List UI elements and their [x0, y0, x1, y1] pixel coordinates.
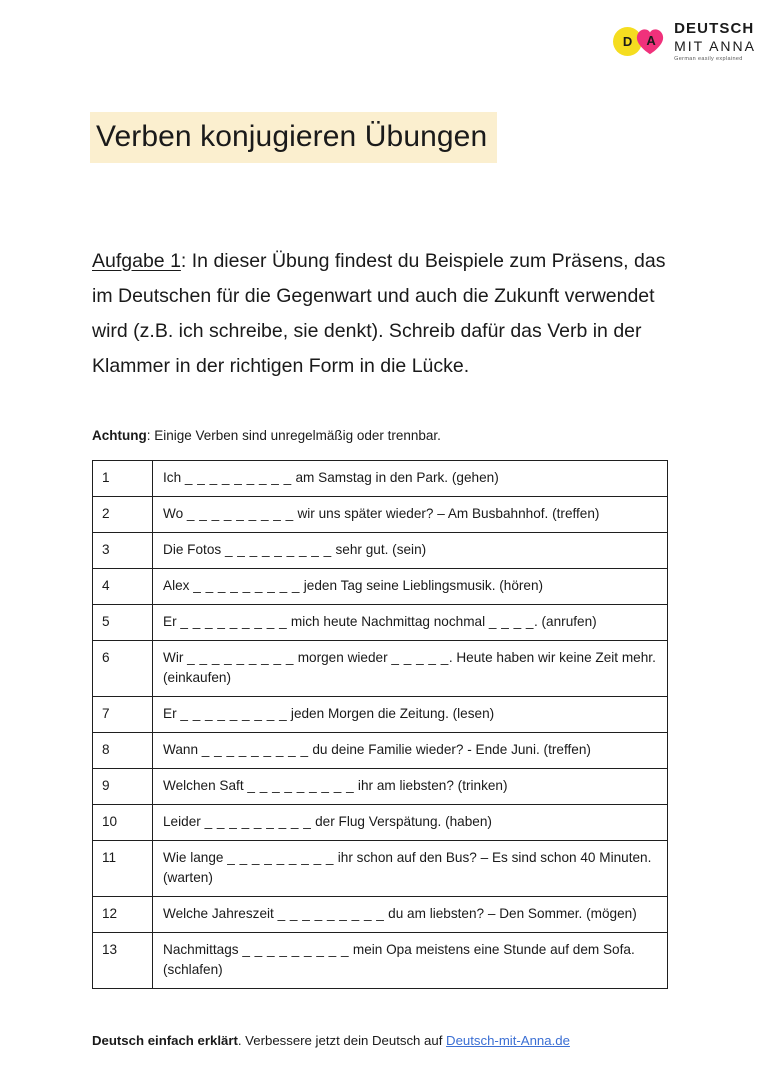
table-row — [93, 641, 668, 697]
logo-heart-letter: A — [646, 32, 656, 48]
table-row — [93, 605, 668, 641]
sentence-pre: Alex — [163, 578, 194, 593]
answer-blank[interactable]: _ _ _ _ _ _ _ _ _ — [201, 742, 309, 757]
table-row — [93, 933, 668, 989]
sentence-post: der Flug Verspätung. (haben) — [311, 814, 492, 829]
table-row — [93, 733, 668, 769]
table-row — [93, 569, 668, 605]
row-number: 3 — [93, 533, 153, 569]
sentence-pre: Er — [163, 706, 181, 721]
logo-circle-letter: D — [622, 34, 633, 50]
sentence-post: ihr schon auf den Bus? – Es sind schon 40 Minuten. (warten) — [163, 850, 652, 885]
row-sentence — [153, 497, 668, 533]
row-number: 9 — [93, 769, 153, 805]
row-sentence — [153, 805, 668, 841]
logo-marks — [613, 24, 667, 58]
row-number: 8 — [93, 733, 153, 769]
sentence-post: morgen wieder — [293, 650, 392, 665]
row-sentence — [153, 733, 668, 769]
sentence-post: sehr gut. (sein) — [331, 542, 427, 557]
answer-blank[interactable]: _ _ _ _ _ _ _ _ _ — [186, 506, 294, 521]
sentence-post-secondary: . Heute haben wir keine Zeit mehr. (einkaufen) — [163, 650, 656, 685]
row-sentence — [153, 569, 668, 605]
row-sentence — [153, 933, 668, 989]
sentence-pre: Wo — [163, 506, 187, 521]
row-sentence — [153, 841, 668, 897]
footer-bold: Deutsch einfach erklärt — [92, 1033, 238, 1049]
answer-blank[interactable]: _ _ _ _ _ _ _ _ _ — [187, 650, 294, 665]
sentence-post: wir uns später wieder? – Am Busbahnhof. (treffen) — [293, 506, 600, 521]
sentence-pre: Welchen Saft — [163, 778, 248, 793]
row-sentence — [153, 897, 668, 933]
answer-blank-secondary[interactable]: _ _ _ _ _ — [391, 650, 449, 665]
answer-blank[interactable]: _ _ _ _ _ _ _ _ _ — [227, 850, 334, 865]
table-row — [93, 461, 668, 497]
task-body: : In dieser Übung findest du Beispiele zum Präsens, das im Deutschen für die Gegenwart und auch die Zukunft verwendet wird (z.B. ich schreibe, sie denkt). Schreib dafür das Verb in der Klammer in der richtigen Form in die Lücke. — [92, 249, 666, 377]
sentence-post: du am liebsten? – Den Sommer. (mögen) — [384, 906, 637, 921]
table-row — [93, 897, 668, 933]
row-sentence — [153, 769, 668, 805]
sentence-pre: Wir — [163, 650, 188, 665]
brand-logo — [613, 20, 756, 63]
row-sentence — [153, 533, 668, 569]
table-row — [93, 841, 668, 897]
row-number: 1 — [93, 461, 153, 497]
sentence-pre: Wann — [163, 742, 202, 757]
logo-tagline: German easily explained — [674, 56, 743, 62]
logo-line-mit-anna: MIT ANNA — [674, 38, 756, 54]
table-row — [93, 697, 668, 733]
sentence-pre: Ich — [163, 470, 185, 485]
attention-note — [92, 426, 672, 446]
answer-blank[interactable]: _ _ _ _ _ _ _ _ _ — [180, 706, 288, 721]
attention-text: : Einige Verben sind unregelmäßig oder trennbar. — [146, 427, 441, 443]
row-number: 10 — [93, 805, 153, 841]
sentence-post: mich heute Nachmittag nochmal — [287, 614, 489, 629]
footer — [92, 1031, 570, 1050]
sentence-pre: Er — [163, 614, 181, 629]
sentence-post: du deine Familie wieder? - Ende Juni. (treffen) — [308, 742, 591, 757]
table-row — [93, 497, 668, 533]
answer-blank[interactable]: _ _ _ _ _ _ _ _ _ — [184, 470, 292, 485]
task-instructions — [92, 244, 672, 384]
row-sentence — [153, 605, 668, 641]
row-sentence — [153, 697, 668, 733]
attention-label: Achtung — [92, 427, 147, 443]
sentence-pre: Wie lange — [163, 850, 228, 865]
row-sentence — [153, 641, 668, 697]
task-label: Aufgabe 1 — [92, 249, 181, 272]
logo-line-deutsch: DEUTSCH — [674, 20, 755, 37]
table-row — [93, 533, 668, 569]
sentence-pre: Welche Jahreszeit — [163, 906, 278, 921]
table-row — [93, 769, 668, 805]
answer-blank[interactable]: _ _ _ _ _ _ _ _ _ — [180, 614, 288, 629]
row-number: 11 — [93, 841, 153, 897]
answer-blank[interactable]: _ _ _ _ _ _ _ _ _ — [224, 542, 332, 557]
sentence-post: jeden Tag seine Lieblingsmusik. (hören) — [300, 578, 544, 593]
exercise-table — [92, 460, 668, 989]
sentence-post: jeden Morgen die Zeitung. (lesen) — [287, 706, 495, 721]
page-title: Verben konjugieren Übungen — [90, 112, 497, 163]
sentence-pre: Leider — [163, 814, 205, 829]
row-number: 5 — [93, 605, 153, 641]
answer-blank[interactable]: _ _ _ _ _ _ _ _ _ — [277, 906, 385, 921]
answer-blank-secondary[interactable]: _ _ _ _ — [488, 614, 534, 629]
sentence-post: mein Opa meistens eine Stunde auf dem Sofa. (schlafen) — [163, 942, 635, 977]
row-number: 2 — [93, 497, 153, 533]
row-number: 4 — [93, 569, 153, 605]
sentence-post: ihr am liebsten? (trinken) — [354, 778, 508, 793]
footer-link[interactable]: Deutsch-mit-Anna.de — [446, 1033, 570, 1049]
sentence-post: am Samstag in den Park. (gehen) — [291, 470, 499, 485]
answer-blank[interactable]: _ _ _ _ _ _ _ _ _ — [247, 778, 355, 793]
logo-heart-a — [635, 27, 665, 57]
row-number: 13 — [93, 933, 153, 989]
exercise-table-body — [93, 461, 668, 989]
sentence-pre: Die Fotos — [163, 542, 225, 557]
logo-wordmark — [674, 20, 756, 63]
row-number: 7 — [93, 697, 153, 733]
row-number: 6 — [93, 641, 153, 697]
row-sentence — [153, 461, 668, 497]
sentence-post-secondary: . (anrufen) — [533, 614, 597, 629]
table-row — [93, 805, 668, 841]
answer-blank[interactable]: _ _ _ _ _ _ _ _ _ — [204, 814, 312, 829]
answer-blank[interactable]: _ _ _ _ _ _ _ _ _ — [193, 578, 300, 593]
sentence-pre: Nachmittags — [163, 942, 243, 957]
answer-blank[interactable]: _ _ _ _ _ _ _ _ _ — [242, 942, 350, 957]
footer-text: . Verbessere jetzt dein Deutsch auf — [237, 1033, 447, 1049]
row-number: 12 — [93, 897, 153, 933]
